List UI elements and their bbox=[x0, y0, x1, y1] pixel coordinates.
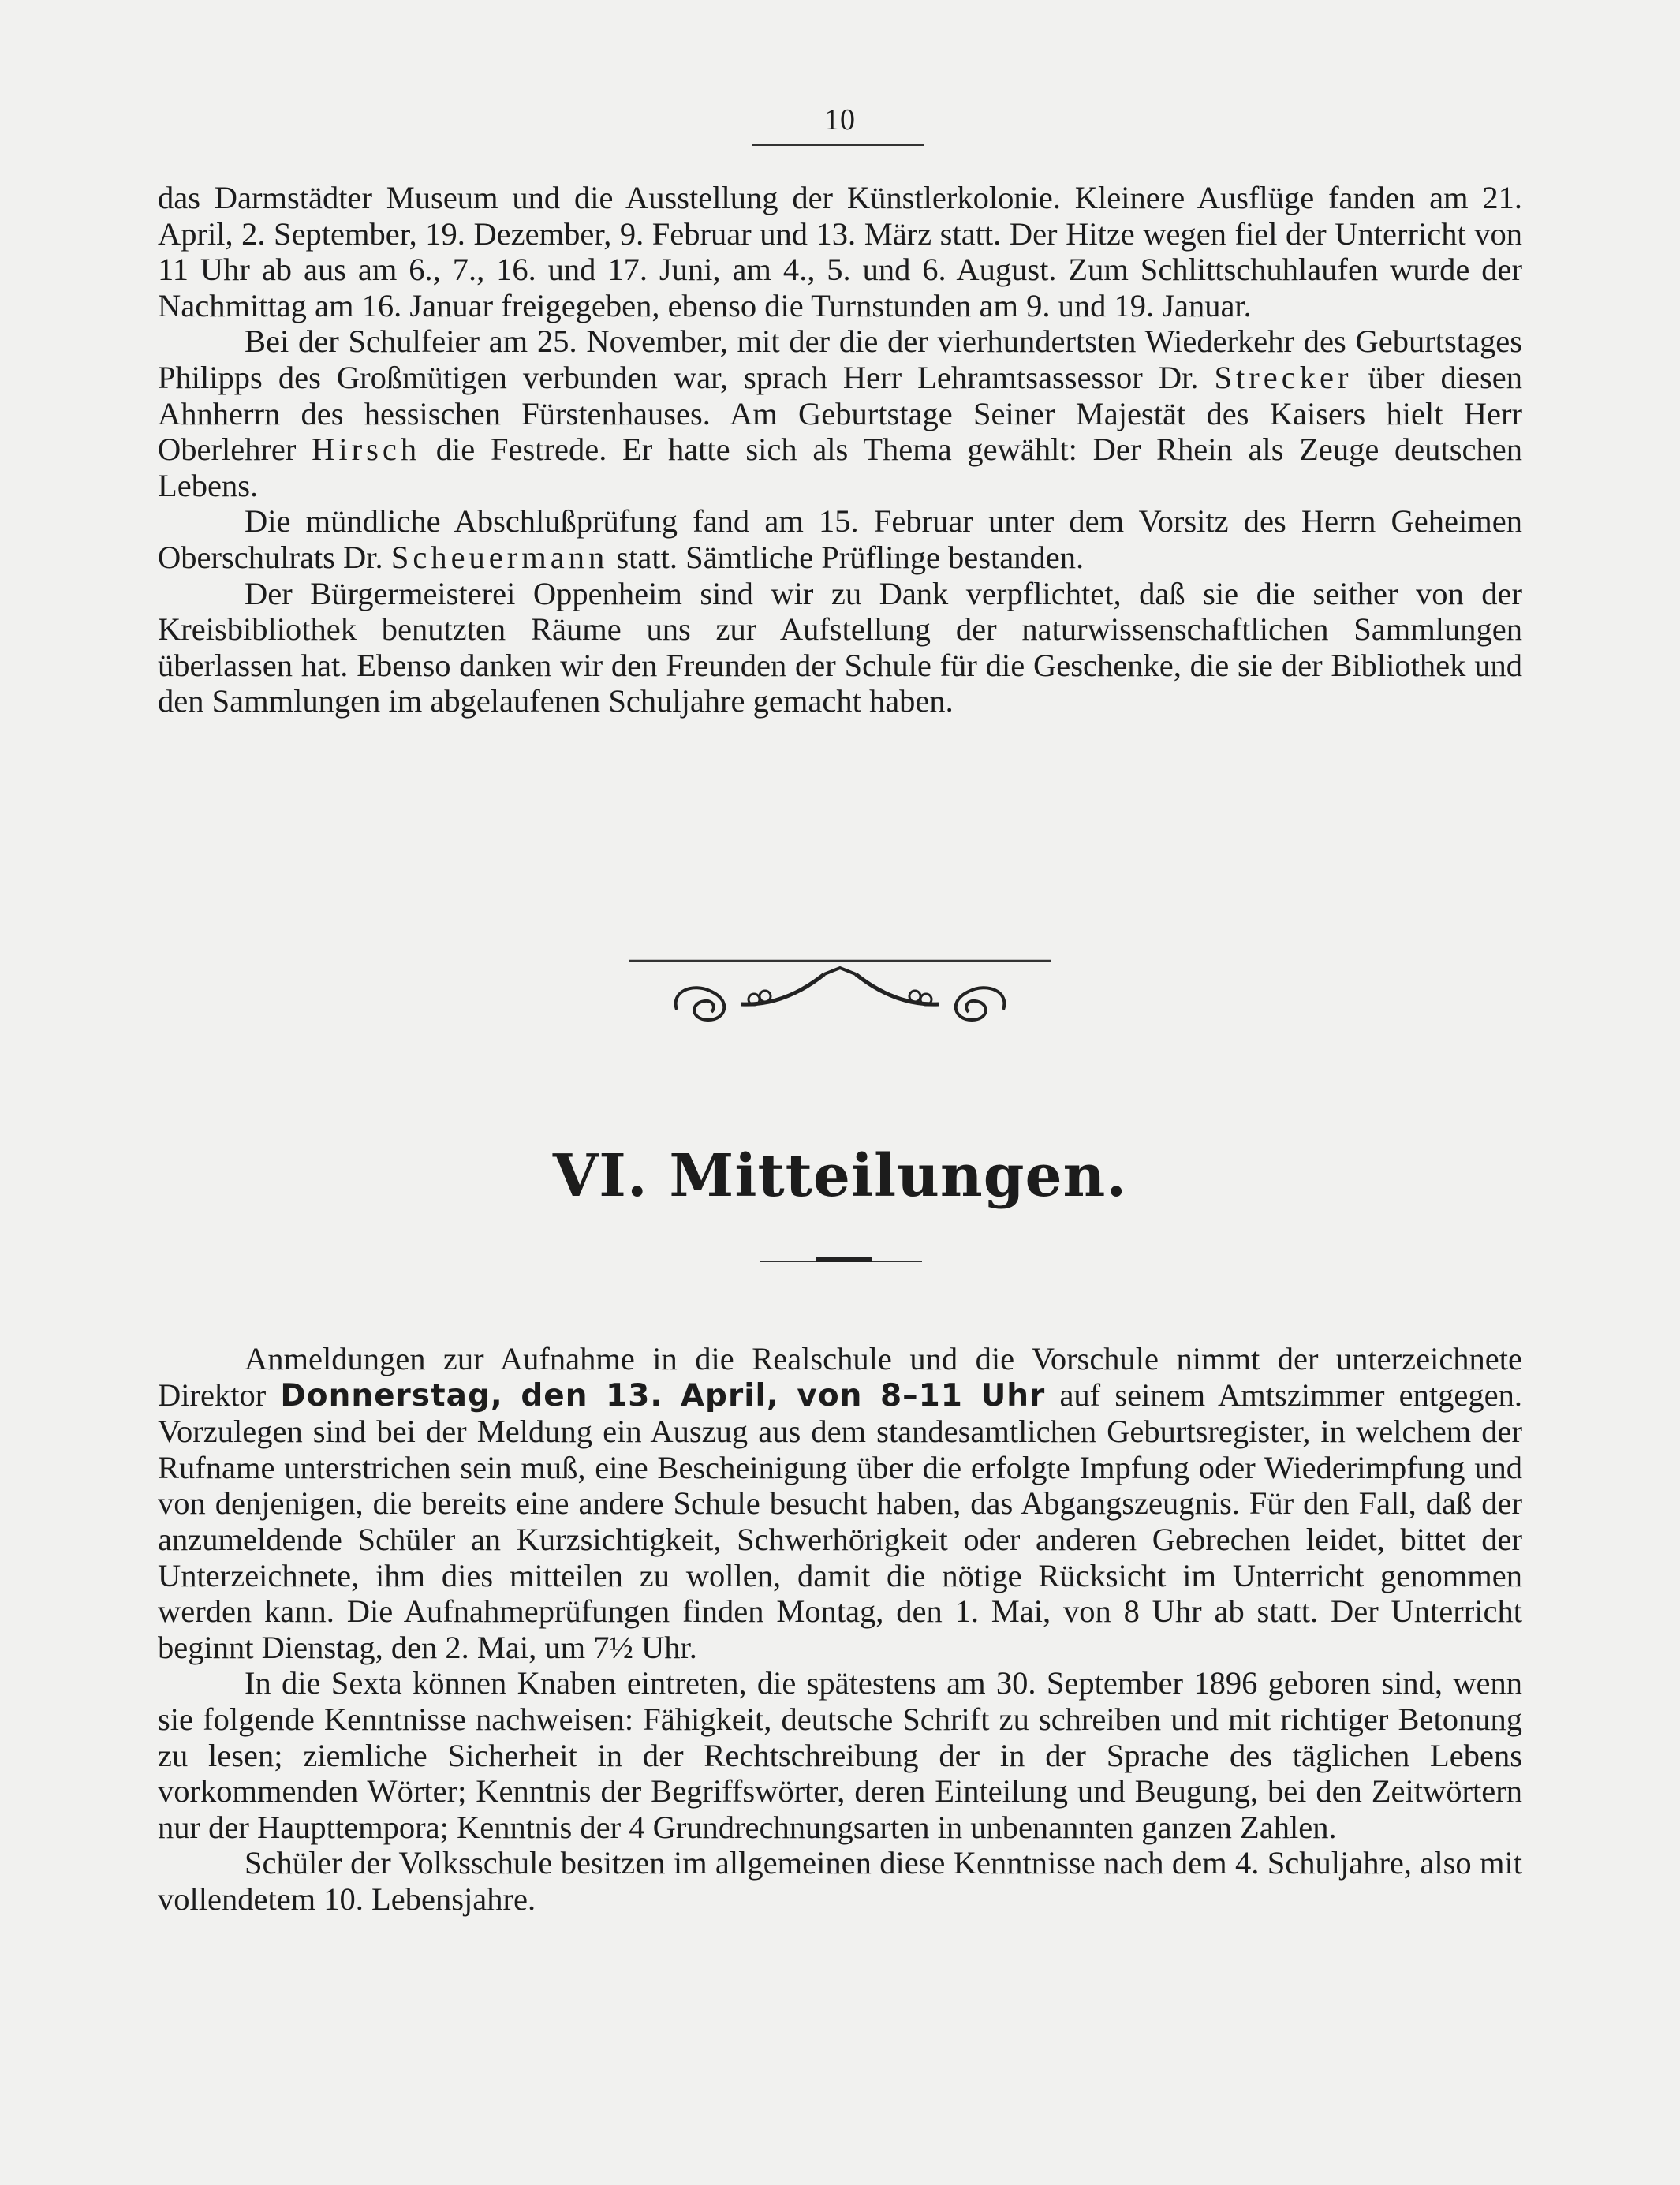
paragraph-text: das Darmstädter Museum und die Ausstellung der Künstlerkolonie. Kleinere Ausflüge fanden am 21. April, 2. September, 19. Dezember, 9. Februar und 13. März statt. Der Hitze wegen fiel der Unterricht von 11 Uhr ab aus am 6., 7., 16. und 17. Juni, am 4., 5. und 6. August. Zum Schlittschuhlaufen wurde der Nachmittag am 16. Januar freigegeben, ebenso die Turnstunden am 9. und 19. Januar. bbox=[158, 180, 1522, 323]
paragraph-text: über diesen Ahnherrn des hessischen Fürstenhauses. Am Geburtstage Seiner Majestät des Kaisers hielt Herr Oberlehrer bbox=[158, 359, 1522, 468]
person-name: Hirsch bbox=[312, 431, 421, 468]
paragraph-final-exam bbox=[158, 503, 1522, 575]
paragraph-text: auf seinem Amtszimmer entgegen. Vorzulegen sind bei der Meldung ein Auszug aus dem standesamtlichen Geburtsregister, in welchem der Rufname unterstrichen sein muß, eine Bescheinigung über die erfolgte Impfung oder Wiederimpfung und von denjenigen, die bereits eine andere Schule besucht haben, das Abgangszeugnis. Für den Fall, daß der anzumeldende Schüler an Kurzsichtigkeit, Schwerhörigkeit oder anderen Gebrechen leidet, bittet der Unterzeichnete, ihm dies mitteilen zu wollen, damit die nötige Rücksicht im Unterricht genommen werden kann. Die Aufnahmeprüfungen finden Montag, den 1. Mai, von 8 Uhr ab statt. Der Unterricht beginnt Dienstag, den 2. Mai, um 7½ Uhr. bbox=[158, 1376, 1522, 1665]
person-name: Strecker bbox=[1214, 359, 1353, 395]
paragraph-text: Schüler der Volksschule besitzen im allgemeinen diese Kenntnisse nach dem 4. Schuljahre, also mit vollendetem 10. Lebensjahre. bbox=[158, 1845, 1522, 1917]
paragraph-sexta-requirements bbox=[158, 1665, 1522, 1845]
paragraph-thanks bbox=[158, 576, 1522, 719]
paragraph-text: Anmeldungen zur Aufnahme in die Realschule und die Vorschule nimmt der unterzeichnete Direktor bbox=[158, 1341, 1522, 1413]
heading-rule-mark bbox=[816, 1257, 872, 1262]
bottom-text-block bbox=[158, 1341, 1522, 1918]
page-number: 10 bbox=[824, 103, 856, 136]
page-number-rule bbox=[752, 144, 924, 146]
paragraph-text: die Festrede. Er hatte sich als Thema gewählt: Der Rhein als Zeuge deutschen Lebens. bbox=[158, 431, 1522, 503]
paragraph-text: Bei der Schulfeier am 25. November, mit der die der vierhundertsten Wiederkehr des Geburtstages Philipps des Großmütigen verbunden war, sprach Herr Lehramtsassessor Dr. bbox=[158, 323, 1522, 395]
ornament-divider bbox=[623, 951, 1057, 1037]
paragraph-school-celebration bbox=[158, 323, 1522, 503]
top-text-block bbox=[158, 180, 1522, 719]
paragraph-text: Die mündliche Abschlußprüfung fand am 15. Februar unter dem Vorsitz des Herrn Geheimen Oberschulrats Dr. bbox=[158, 503, 1522, 575]
paragraph-volksschule bbox=[158, 1845, 1522, 1917]
section-heading: VI. Mitteilungen. bbox=[552, 1142, 1128, 1210]
paragraph-text: In die Sexta können Knaben eintreten, die spätestens am 30. September 1896 geboren sind, wenn sie folgende Kenntnisse nachweisen: Fähigkeit, deutsche Schrift zu schreiben und mit richtiger Betonung zu lesen; ziemliche Sicherheit in der Rechtschreibung der in der Sprache des täglichen Lebens vorkommenden Wörter; Kenntnis der Begriffswörter, deren Einteilung und Beugung, bei den Zeitwörtern nur der Haupttempora; Kenntnis der 4 Grundrechnungsarten in unbenannten ganzen Zahlen. bbox=[158, 1665, 1522, 1845]
paragraph-text: Der Bürgermeisterei Oppenheim sind wir zu Dank verpflichtet, daß sie die seither von der Kreisbibliothek benutzten Räume uns zur Aufstellung der naturwissenschaftlichen Sammlungen überlassen hat. Ebenso danken wir den Freunden der Schule für die Geschenke, die sie der Bibliothek und den Sammlungen im abgelaufenen Schuljahre gemacht haben. bbox=[158, 575, 1522, 719]
paragraph-excursions bbox=[158, 180, 1522, 323]
registration-date: Donnerstag, den 13. April, von 8–11 Uhr bbox=[280, 1377, 1046, 1414]
paragraph-registration bbox=[158, 1341, 1522, 1665]
person-name: Scheuermann bbox=[390, 539, 609, 575]
paragraph-text: statt. Sämtliche Prüflinge bestanden. bbox=[608, 539, 1085, 575]
